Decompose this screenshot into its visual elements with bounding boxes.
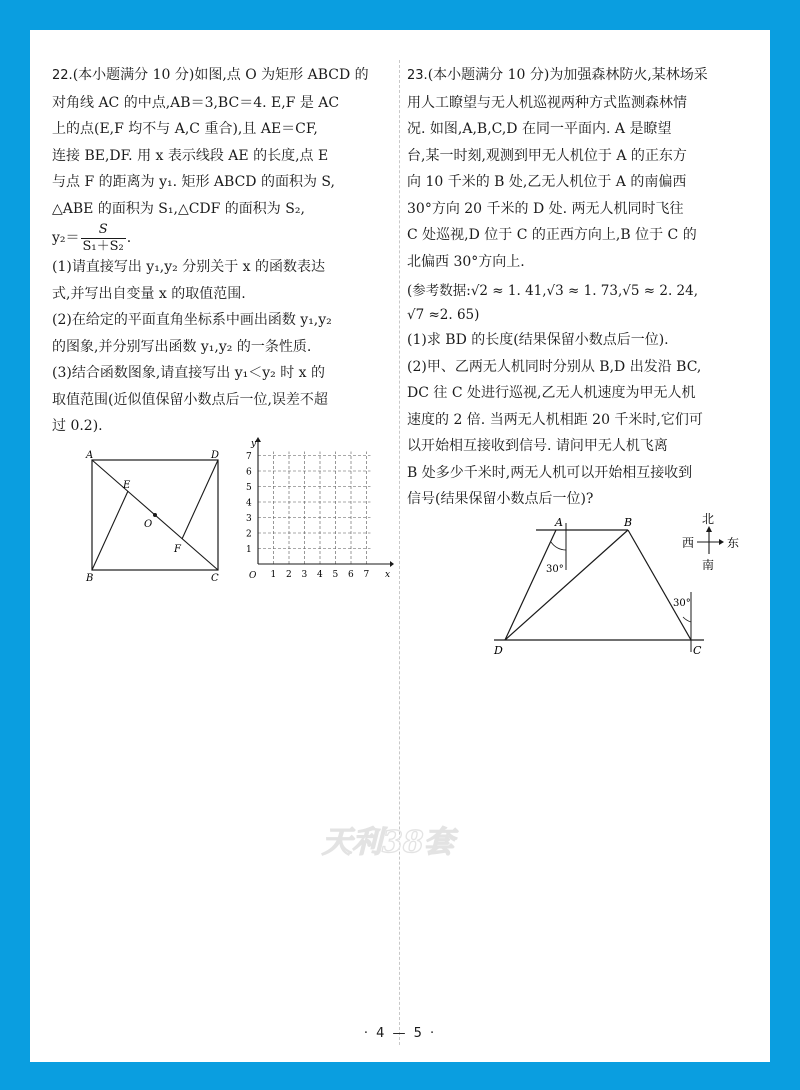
q22-part-3b: 取值范围(近似值保留小数点后一位,误差不超: [52, 391, 328, 408]
label-A-23: A: [555, 516, 563, 529]
q23-part-2f: 信号(结果保留小数点后一位)?: [407, 491, 594, 507]
angle-label-C: 30°: [673, 598, 691, 609]
q22-line-4: 连接 BE,DF. 用 x 表示线段 AE 的长度,点 E: [52, 147, 329, 164]
label-C: C: [211, 573, 219, 582]
fraction-numerator: S: [98, 221, 108, 237]
x-axis-label: x: [385, 570, 391, 580]
q22-line-2: 对角线 AC 的中点,AB＝3,BC＝4. E,F 是 AC: [52, 94, 340, 111]
q23-line-2: 用人工瞭望与无人机巡视两种方式监测森林情: [407, 94, 687, 111]
q23-line-1: 23.(本小题满分 10 分)为加强森林防火,某林场采: [407, 67, 708, 83]
compass-icon: [680, 510, 746, 574]
y-tick-label: 6: [246, 467, 252, 478]
rectangle-figure: [85, 450, 225, 582]
q22-line-5: 与点 F 的距离为 y₁. 矩形 ABCD 的面积为 S,: [52, 174, 335, 190]
x-tick-label: 1: [270, 570, 277, 580]
q23-part-2b: DC 往 C 处进行巡视,乙无人机速度为甲无人机: [407, 385, 696, 401]
q22-part-2a: (2)在给定的平面直角坐标系中画出函数 y₁,y₂: [52, 312, 332, 328]
q22-line-3: 上的点(E,F 均不与 A,C 重合),且 AE＝CF,: [52, 121, 318, 137]
label-D-23: D: [494, 644, 503, 654]
x-tick-label: 5: [332, 570, 339, 580]
x-tick-label: 3: [301, 570, 308, 580]
q23-part-2c: 速度的 2 倍. 当两无人机相距 20 千米时,它们可: [407, 411, 703, 428]
y-tick-label: 1: [246, 545, 252, 555]
q22-line-1: 22.(本小题满分 10 分)如图,点 O 为矩形 ABCD 的: [52, 67, 369, 83]
reference-data-2: √7 ≈2. 65): [407, 307, 480, 323]
q23-line-4: 台,某一时刻,观测到甲无人机位于 A 的正东方: [407, 147, 687, 164]
label-F: F: [174, 544, 181, 555]
grid-lines: [258, 452, 371, 565]
q23-part-2e: B 处多少千米时,两无人机可以开始相互接收到: [407, 464, 693, 481]
page-number: · 4 — 5 ·: [363, 1026, 437, 1041]
y-tick-label: 5: [246, 483, 252, 493]
label-O: O: [144, 519, 153, 530]
q23-part-1: (1)求 BD 的长度(结果保留小数点后一位).: [407, 332, 669, 348]
q22-line-6: △ABE 的面积为 S₁,△CDF 的面积为 S₂,: [52, 200, 305, 217]
q23-line-3: 况. 如图,A,B,C,D 在同一平面内. A 是瞭望: [407, 121, 672, 137]
q22-part-3c: 过 0.2).: [52, 418, 103, 434]
compass-west: 西: [682, 536, 695, 550]
q23-line-6: 30°方向 20 千米的 D 处. 两无人机同时飞往: [407, 200, 684, 217]
drone-route-figure: [490, 514, 710, 654]
q22-part-3a: (3)结合函数图象,请直接写出 y₁＜y₂ 时 x 的: [52, 365, 326, 381]
label-C-23: C: [693, 644, 702, 654]
origin-label: O: [249, 571, 257, 581]
q23-number: 23.: [407, 68, 428, 83]
label-B-23: B: [624, 516, 633, 529]
fraction-denominator: S₁＋S₂: [82, 238, 124, 254]
q22-part-1b: 式,并写出自变量 x 的取值范围.: [52, 285, 246, 302]
question-22: [52, 62, 388, 440]
q22-formula: y₂＝ $\frac{S}{\text{S₁＋S₂}}$ .: [52, 221, 132, 254]
label-D: D: [211, 450, 220, 461]
x-tick-label: 2: [286, 570, 292, 580]
x-tick-label: 7: [363, 570, 370, 580]
q23-part-2a: (2)甲、乙两无人机同时分别从 B,D 出发沿 BC,: [407, 358, 702, 375]
q23-part-2d: 以开始相互接收到信号. 请问甲无人机飞离: [407, 438, 668, 454]
x-tick-label: 4: [317, 570, 323, 580]
page-sheet: [30, 30, 770, 1062]
coordinate-grid: [244, 436, 394, 584]
y-tick-label: 7: [246, 452, 252, 462]
watermark-logo: [320, 790, 510, 900]
q23-line-7: C 处巡视,D 位于 C 的正西方向上,B 位于 C 的: [407, 227, 697, 243]
x-tick-label: 6: [348, 570, 354, 580]
angle-label-A: 30°: [546, 564, 564, 575]
label-A: A: [86, 450, 94, 461]
y-tick-label: 4: [246, 498, 252, 509]
y-tick-label: 3: [246, 514, 252, 524]
q22-part-2b: 的图象,并分别写出函数 y₁,y₂ 的一条性质.: [52, 338, 312, 355]
q22-number: 22.: [52, 68, 73, 83]
y-tick-label: 2: [246, 529, 252, 540]
compass-south: 南: [702, 558, 715, 572]
label-E: E: [123, 480, 131, 491]
watermark-text: 天利38套: [322, 825, 454, 860]
compass-north: 北: [702, 512, 715, 526]
label-B: B: [86, 573, 94, 582]
reference-data-1: (参考数据:√2 ≈ 1. 41,√3 ≈ 1. 73,√5 ≈ 2. 24,: [407, 283, 698, 299]
question-23: [407, 62, 747, 513]
q23-line-5: 向 10 千米的 B 处,乙无人机位于 A 的南偏西: [407, 174, 687, 190]
compass-east: 东: [727, 536, 740, 550]
y-axis-label: y: [251, 439, 257, 449]
q23-line-8: 北偏西 30°方向上.: [407, 253, 525, 270]
q22-part-1a: (1)请直接写出 y₁,y₂ 分别关于 x 的函数表达: [52, 259, 326, 275]
